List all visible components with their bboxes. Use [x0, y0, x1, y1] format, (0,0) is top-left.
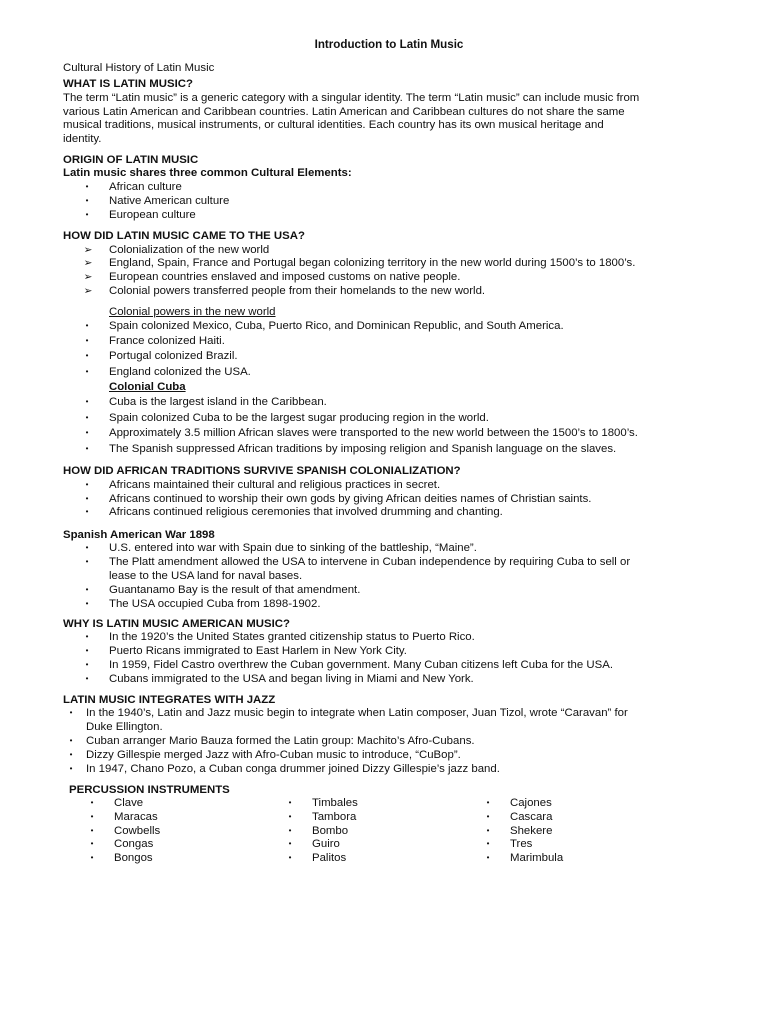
- bullet-icon: •: [288, 812, 292, 821]
- bullet-icon: •: [85, 397, 89, 406]
- bullet-icon: •: [85, 428, 89, 437]
- paragraph-line: various Latin American and Caribbean countries. Latin American and Caribbean cultures do not share the same: [63, 106, 625, 118]
- document-title: Introduction to Latin Music: [314, 38, 464, 51]
- list-item: England colonized the USA.: [109, 366, 251, 378]
- paragraph-line: The term “Latin music” is a generic category with a singular identity. The term “Latin music” can include music from: [63, 92, 640, 104]
- section-heading: PERCUSSION INSTRUMENTS: [69, 784, 230, 796]
- section-heading: WHAT IS LATIN MUSIC?: [63, 78, 193, 90]
- bullet-icon: •: [90, 812, 94, 821]
- list-item: lease to the USA land for naval bases.: [109, 570, 303, 582]
- paragraph-line: Latin music shares three common Cultural Elements:: [63, 167, 352, 179]
- bullet-icon: •: [85, 599, 89, 608]
- bullet-icon: •: [85, 494, 89, 503]
- list-item: The USA occupied Cuba from 1898-1902.: [109, 598, 321, 610]
- bullet-icon: •: [85, 413, 89, 422]
- list-item: In 1947, Chano Pozo, a Cuban conga drummer joined Dizzy Gillespie’s jazz band.: [86, 763, 500, 775]
- list-item: In the 1940’s, Latin and Jazz music begin to integrate when Latin composer, Juan Tizol, wrote “Caravan” for: [86, 707, 628, 719]
- bullet-icon: •: [85, 336, 89, 345]
- instrument-item: Maracas: [114, 811, 158, 823]
- instrument-item: Guiro: [312, 838, 340, 850]
- paragraph-line: musical traditions, musical instruments, or cultural identities. Each country has its own musical heritage and: [63, 119, 604, 131]
- list-item: Africans maintained their cultural and religious practices in secret.: [109, 479, 441, 491]
- arrow-bullet-icon: ➢: [83, 257, 93, 269]
- list-item: Puerto Ricans immigrated to East Harlem in New York City.: [109, 645, 407, 657]
- bullet-icon: •: [69, 764, 73, 773]
- list-item: Guantanamo Bay is the result of that amendment.: [109, 584, 361, 596]
- list-item: Portugal colonized Brazil.: [109, 350, 238, 362]
- bullet-icon: •: [85, 321, 89, 330]
- list-item: Cubans immigrated to the USA and began living in Miami and New York.: [109, 673, 474, 685]
- list-item: The Spanish suppressed African traditions by imposing religion and Spanish language on the slaves.: [109, 443, 617, 455]
- bullet-icon: •: [288, 853, 292, 862]
- list-item: Approximately 3.5 million African slaves were transported to the new world between the 1500’s to 1800’s.: [109, 427, 638, 439]
- instrument-item: Marimbula: [510, 852, 564, 864]
- bullet-icon: •: [85, 196, 89, 205]
- bullet-icon: •: [288, 798, 292, 807]
- bullet-icon: •: [85, 543, 89, 552]
- bullet-icon: •: [486, 798, 490, 807]
- bullet-icon: •: [85, 210, 89, 219]
- instrument-item: Cajones: [510, 797, 552, 809]
- list-item: Africans continued religious ceremonies that involved drumming and chanting.: [109, 506, 503, 518]
- instrument-item: Congas: [114, 838, 154, 850]
- list-item: Native American culture: [109, 195, 230, 207]
- section-heading: Spanish American War 1898: [63, 529, 215, 541]
- list-item: Dizzy Gillespie merged Jazz with Afro-Cuban music to introduce, “CuBop”.: [86, 749, 461, 761]
- bullet-icon: •: [486, 853, 490, 862]
- bullet-icon: •: [486, 812, 490, 821]
- bullet-icon: •: [90, 853, 94, 862]
- list-item: Colonialization of the new world: [109, 244, 270, 256]
- bullet-icon: •: [69, 708, 73, 717]
- list-item: Spain colonized Cuba to be the largest sugar producing region in the world.: [109, 412, 489, 424]
- bullet-icon: •: [85, 557, 89, 566]
- paragraph-line: identity.: [63, 133, 102, 145]
- instrument-item: Shekere: [510, 825, 553, 837]
- list-item: European countries enslaved and imposed customs on native people.: [109, 271, 461, 283]
- section-heading: WHY IS LATIN MUSIC AMERICAN MUSIC?: [63, 618, 290, 630]
- bullet-icon: •: [85, 507, 89, 516]
- document-subtitle: Cultural History of Latin Music: [63, 62, 215, 74]
- bullet-icon: •: [69, 750, 73, 759]
- bullet-icon: •: [69, 736, 73, 745]
- bullet-icon: •: [85, 646, 89, 655]
- subsection-heading: Colonial Cuba: [109, 381, 186, 393]
- list-item: European culture: [109, 209, 196, 221]
- section-heading: HOW DID AFRICAN TRADITIONS SURVIVE SPANISH COLONIALIZATION?: [63, 465, 461, 477]
- list-item: Duke Ellington.: [86, 721, 163, 733]
- bullet-icon: •: [85, 367, 89, 376]
- instrument-item: Bombo: [312, 825, 349, 837]
- bullet-icon: •: [85, 660, 89, 669]
- instrument-item: Bongos: [114, 852, 153, 864]
- list-item: The Platt amendment allowed the USA to intervene in Cuban independence by requiring Cuba to sell or: [109, 556, 631, 568]
- instrument-item: Palitos: [312, 852, 347, 864]
- arrow-bullet-icon: ➢: [83, 285, 93, 297]
- bullet-icon: •: [288, 826, 292, 835]
- instrument-item: Cowbells: [114, 825, 161, 837]
- list-item: Colonial powers transferred people from their homelands to the new world.: [109, 285, 486, 297]
- list-item: France colonized Haiti.: [109, 335, 225, 347]
- bullet-icon: •: [85, 444, 89, 453]
- section-heading: ORIGIN OF LATIN MUSIC: [63, 154, 199, 166]
- bullet-icon: •: [486, 839, 490, 848]
- subsection-heading: Colonial powers in the new world: [109, 306, 276, 318]
- list-item: Cuba is the largest island in the Caribbean.: [109, 396, 327, 408]
- section-heading: HOW DID LATIN MUSIC CAME TO THE USA?: [63, 230, 305, 242]
- arrow-bullet-icon: ➢: [83, 271, 93, 283]
- list-item: Africans continued to worship their own gods by giving African deities names of Christian saints.: [109, 493, 592, 505]
- bullet-icon: •: [288, 839, 292, 848]
- bullet-icon: •: [85, 632, 89, 641]
- list-item: In the 1920’s the United States granted citizenship status to Puerto Rico.: [109, 631, 475, 643]
- instrument-item: Tres: [510, 838, 533, 850]
- bullet-icon: •: [85, 351, 89, 360]
- instrument-item: Timbales: [312, 797, 358, 809]
- instrument-item: Clave: [114, 797, 144, 809]
- bullet-icon: •: [486, 826, 490, 835]
- list-item: England, Spain, France and Portugal began colonizing territory in the new world during 1500’s to 1800’s.: [109, 257, 636, 269]
- list-item: Cuban arranger Mario Bauza formed the Latin group: Machito’s Afro-Cubans.: [86, 735, 475, 747]
- list-item: Spain colonized Mexico, Cuba, Puerto Rico, and Dominican Republic, and South America.: [109, 320, 564, 332]
- bullet-icon: •: [85, 480, 89, 489]
- list-item: U.S. entered into war with Spain due to sinking of the battleship, “Maine”.: [109, 542, 477, 554]
- bullet-icon: •: [90, 826, 94, 835]
- arrow-bullet-icon: ➢: [83, 244, 93, 256]
- instrument-item: Tambora: [312, 811, 357, 823]
- section-heading: LATIN MUSIC INTEGRATES WITH JAZZ: [63, 694, 276, 706]
- bullet-icon: •: [85, 674, 89, 683]
- list-item: In 1959, Fidel Castro overthrew the Cuban government. Many Cuban citizens left Cuba for the USA.: [109, 659, 613, 671]
- instrument-item: Cascara: [510, 811, 553, 823]
- bullet-icon: •: [90, 839, 94, 848]
- bullet-icon: •: [90, 798, 94, 807]
- bullet-icon: •: [85, 182, 89, 191]
- list-item: African culture: [109, 181, 182, 193]
- bullet-icon: •: [85, 585, 89, 594]
